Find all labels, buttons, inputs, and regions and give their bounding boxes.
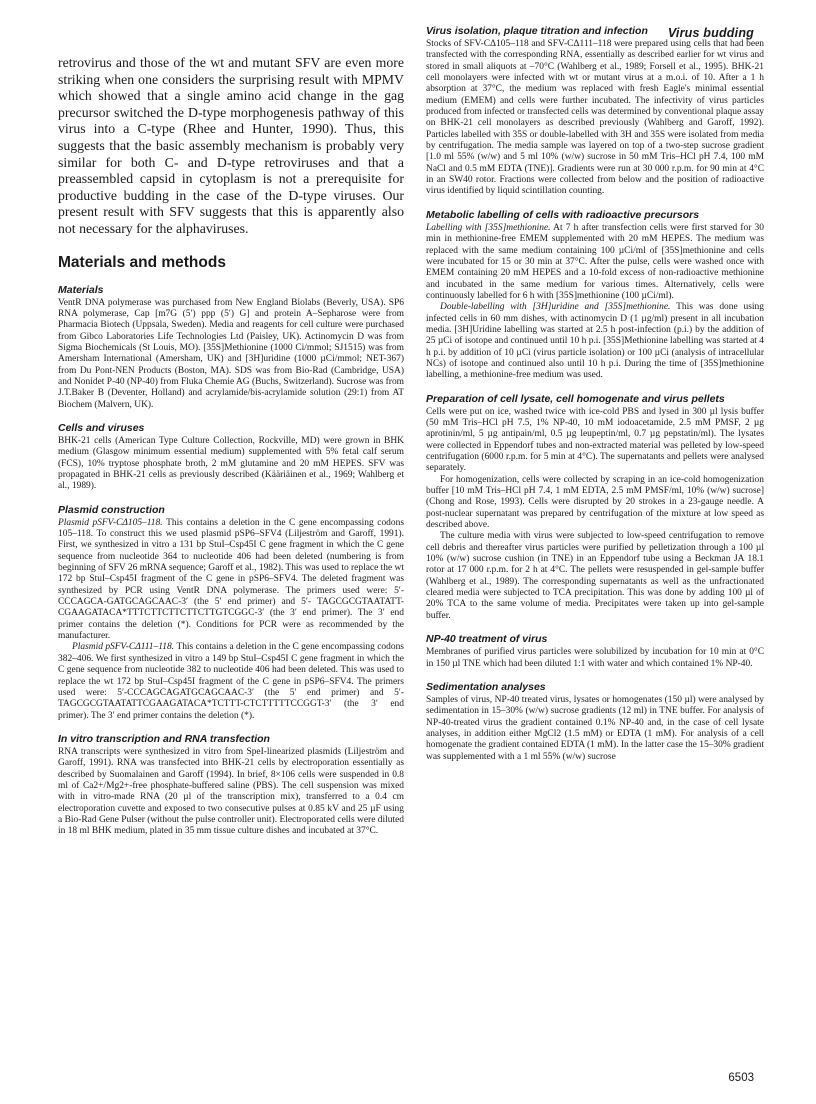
materials-heading: Materials	[58, 283, 104, 296]
plasmid1-paragraph	[58, 518, 404, 643]
sedimentation-heading: Sedimentation analyses	[426, 680, 546, 693]
lysate-paragraph-2: For homogenization, cells were collected by scraping in an ice-cold homogenization buffer [10 mM Tris–HCl pH 7.4, 1 mM EDTA, 2.5 mM PMSF/ml, 10% (w/w) sucrose] (Chong and Rose, 1993). Cells were disrupted by 20 strokes in a 23-gauge needle. A post-nuclear supernatant was prepared by centrifugation of the mixture at low speed as described above.	[426, 474, 764, 531]
running-title: Virus budding	[667, 26, 754, 40]
metabolic-heading: Metabolic labelling of cells with radioactive precursors	[426, 208, 700, 221]
sedimentation-paragraph: Samples of virus, NP-40 treated virus, lysates or homogenates (150 µl) were analysed by sedimentation in 15–30% (w/w) sucrose gradients (12 ml) in TNE buffer. For analysis of NP-40-treated virus the gradient contained 0.1% NP-40 and, in the case of cell lysate analyses, in addition either MgCl2 (1.5 mM) or EDTA (1 mM). For analysis of a cell homogenate the gradient contained EDTA (1 mM). In the latter case the 15–30% gradient was supplemented with a 1 ml 55% (w/w) sucrose	[426, 694, 764, 762]
right-column	[426, 25, 764, 763]
metabolic2-paragraph	[426, 302, 764, 381]
metabolic1-label: Labelling with [35S]methionine.	[426, 222, 551, 233]
plasmid-heading: Plasmid construction	[58, 503, 165, 516]
section-title: Materials and methods	[58, 253, 226, 271]
cells-heading: Cells and viruses	[58, 421, 145, 434]
plasmid1-text: This contains a deletion in the C gene encompassing codons 105–118. To construct this we used plasmid pSP6–SFV4 (Liljeström and Garoff, 1991). First, we synthesized in vitro a 131 bp StuI–Csp45I C gene fragment in which the C gene sequence from nucleotide 364 to nucleotide 406 had been deleted (numbering is from beginning of SFV 26 mRNA sequence; Garoff et al., 1982). This was used to replace the wt 172 bp StuI–Csp45I fragment of the C gene in pSP6–SFV4. The deleted fragment was synthesized by PCR using VentR DNA polymerase. The primers used were: 5′-CCCAGCA-GATGCAGCAAC-3′ (the 5′ end primer) and 5′- TAGCGCGTAATATT-CGAAGATACA*TTTCTTCTTCTTCTTGTCGGC-3′ (the 3′ end primer). The 3′ end primer contains the deletion (*). Conditions for PCR were as recommended by the manufacturer.	[58, 517, 404, 642]
left-column	[58, 55, 404, 838]
cells-paragraph: BHK-21 cells (American Type Culture Collection, Rockville, MD) were grown in BHK medium (Glasgow minimum essential medium) supplemented with 5% fetal calf serum (FCS), 10% tryptose phosphate broth, 2 mM glutamine and 20 mM HEPES. SFV was propagated in BHK-21 cells as previously described (Kääriäinen et al., 1969; Wahlberg et al., 1989).	[58, 435, 404, 492]
isolation-heading: Virus isolation, plaque titration and infection	[426, 25, 648, 37]
plasmid1-label: Plasmid pSFV-CΔ105–118.	[58, 517, 163, 528]
intro-paragraph: retrovirus and those of the wt and mutant SFV are even more striking when one considers the surprising result with MPMV which showed that a single amino acid change in the gag precursor switched the D-type morphogenesis pathway of this virus into a C-type (Rhee and Hunter, 1990). Thus, this suggests that the basic assembly mechanism is probably very similar for both C- and D-type retroviruses and that a preassembled capsid in cytoplasm is not a prerequisite for productive budding in the case of the D-type viruses. Our present result with SFV suggests that this is apparently also not necessary for the alphaviruses.	[58, 55, 404, 236]
lysate-paragraph-1: Cells were put on ice, washed twice with ice-cold PBS and lysed in 300 µl lysis buffer (50 mM Tris–HCl pH 7.5, 1% NP-40, 10 mM iodoacetamide, 2.5 mM PMSF, 2 µg aprotinin/ml, 5 µg antipain/ml, 0.5 µg leupeptin/ml, 0.7 µg pepstatin/ml). The lysates were collected in Eppendorf tubes and non-extracted material was pelleted by low-speed centrifugation (6000 r.p.m. for 5 min at 4°C). The supernatants and pellets were analysed separately.	[426, 406, 764, 474]
plasmid2-paragraph	[58, 642, 404, 721]
lysate-paragraph-3: The culture media with virus were subjected to low-speed centrifugation to remove cell debris and thereafter virus particles were purified by pelletization through a 100 µl 10% (w/w) sucrose cushion (in TNE) in an Eppendorf tube using a Beckman JA 18.1 rotor at 17 000 r.p.m. for 2 h at 4°C. The pellets were resuspended in gel-sample buffer (Wahlberg et al., 1989). The corresponding supernatants as well as the unfractionated cleared media were subjected to TCA precipitation. This was done by adding 100 µl of 20% TCA to the same volume of media. Precipitates were taken up into gel-sample buffer.	[426, 531, 764, 621]
np40-paragraph: Membranes of purified virus particles were solubilized by incubation for 10 min at 0°C in 150 µl TNE which had been diluted 1:1 with water and which contained 1% NP-40.	[426, 647, 764, 669]
page-number: 6503	[728, 1072, 754, 1084]
metabolic2-label: Double-labelling with [3H]uridine and [35S]methionine.	[440, 302, 671, 313]
metabolic2-text: This was done using infected cells in 60 mm dishes, with actinomycin D (1 µg/ml) present in all incubation media. [3H]Uridine labelling was started at 2.5 h post-infection (p.i.) by the addition of 25 µCi of isotope and continued until 10 h p.i. [35S]Methionine labelling was started at 4 h p.i. by addition of 10 µCi (virus particle isolation) or 100 µCi (analysis of intracellular NCs) of isotope and continued also until 10 h p.i. During the time of [35S]methionine labelling, a methionine-free medium was used.	[426, 302, 764, 381]
metabolic1-paragraph	[426, 223, 764, 302]
materials-paragraph: VentR DNA polymerase was purchased from New England Biolabs (Beverly, USA). SP6 RNA polymerase, Cap [m7G (5′) ppp (5′) G] and protein A–Sepharose were from Pharmacia Biotech (Uppsala, Sweden). Media and reagents for cell culture were purchased from Gibco Laboratories Life Technologies Ltd (Paisley, UK). Actinomycin D was from Sigma Biochemicals (St Louis, MO). [35S]Methionine (1000 Ci/mmol; SJ1515) was from Amersham International (Amersham, UK) and [3H]uridine (1000 µCi/mmol; NET-367) from Du Pont-NEN Products (Boston, MA). SDS was from Bio-Rad (Cambridge, USA) and Nonidet P-40 (NP-40) from Fluka Chemie AG (Buchs, Switzerland). Sucrose was from J.T.Baker B (Deventer, Holland) and acrylamide/bis-acrylamide solution (29:1) from AT Biochem (Malvern, UK).	[58, 297, 404, 410]
plasmid2-text: This contains a deletion in the C gene encompassing codons 382–406. We first synthesized in vitro a 149 bp StuI–Csp45I C gene fragment in which the C gene sequence from nucleotide 382 to nucleotide 406 had been deleted. This was used to replace the wt 172 bp StuI–Csp45I fragment of the C gene in pSP6–SFV4. The primers used were: 5′-CCCAGCAGATGCAGCAAC-3′ (the 5′ end primer) and 5′- TAGCGCGTAATATTCGAAGATACA*TCTTT-CTCTTTTTCCGGT-3′ (the 3′ end primer). The 3′ end primer contains the deletion (*).	[58, 642, 404, 721]
plasmid2-label: Plasmid pSFV-CΔ111–118.	[72, 642, 175, 653]
transcription-heading: In vitro transcription and RNA transfection	[58, 732, 270, 745]
metabolic1-text: At 7 h after transfection cells were first starved for 30 min in methionine-free EMEM supplemented with 20 mM HEPES. The medium was replaced with the same medium containing 100 µCi/ml of [35S]methionine and cells were incubated for 15 or 30 min at 37°C. After the pulse, cells were washed once with EMEM containing 20 mM HEPES and a 10-fold excess of non-radioactive methionine and incubated in the same medium for various times. Alternatively, cells were continuously labelled for 6 h with [35S]methionine (100 µCi/ml).	[426, 222, 764, 301]
lysate-heading: Preparation of cell lysate, cell homogenate and virus pellets	[426, 392, 725, 405]
transcription-paragraph: RNA transcripts were synthesized in vitro from SpeI-linearized plasmids (Liljeström and Garoff, 1991). RNA was transfected into BHK-21 cells by electroporation essentially as described by Suomalainen and Garoff (1994). In brief, 8×106 cells were suspended in 0.8 ml of Ca2+/Mg2+-free phosphate-buffered saline (PBS). The cell suspension was mixed with in vitro-made RNA (20 µl of the transcription mix), transferred to a 0.4 cm electroporation cuvette and exposed to two consecutive pulses at 0.85 kV and 25 µF using a Bio-Rad Gene Pulser (without the pulse controller unit). Electroporated cells were diluted in 18 ml BHK medium, plated in 35 mm tissue culture dishes and incubated at 37°C.	[58, 746, 404, 837]
np40-heading: NP-40 treatment of virus	[426, 633, 548, 646]
isolation-paragraph: Stocks of SFV-CΔ105–118 and SFV-CΔ111–118 were prepared using cells that had been transfected with the corresponding RNA, essentially as described earlier for wt virus and stored in small aliquots at –70°C (Wahlberg et al., 1989; Forsell et al., 1995). BHK-21 cell monolayers were infected with wt or mutant virus at a m.o.i. of 10. After a 1 h absorption at 37°C, the medium was replaced with fresh Eagle's minimal essential medium (EMEM) and cells were further incubated. The infectivity of virus particles produced from infected or transfected cells was determined by conventional plaque assay on BHK-21 cell monolayers as described previously (Wahlberg and Garoff, 1992). Particles labelled with 35S or double-labelled with 3H and 35S were isolated from media by centrifugation. The media sample was layered on top of a two-step sucrose gradient [1.0 ml 55% (w/w) and 5 ml 10% (w/w) sucrose in 50 mM Tris–HCl pH 7.4, 100 mM NaCl and 0.5 mM EDTA (TNE)]. Gradients were run at 30 000 r.p.m. for 90 min at 4°C in an SW40 rotor. Fractions were collected from below and the position of radioactive virus identified by liquid scintillation counting.	[426, 39, 764, 197]
